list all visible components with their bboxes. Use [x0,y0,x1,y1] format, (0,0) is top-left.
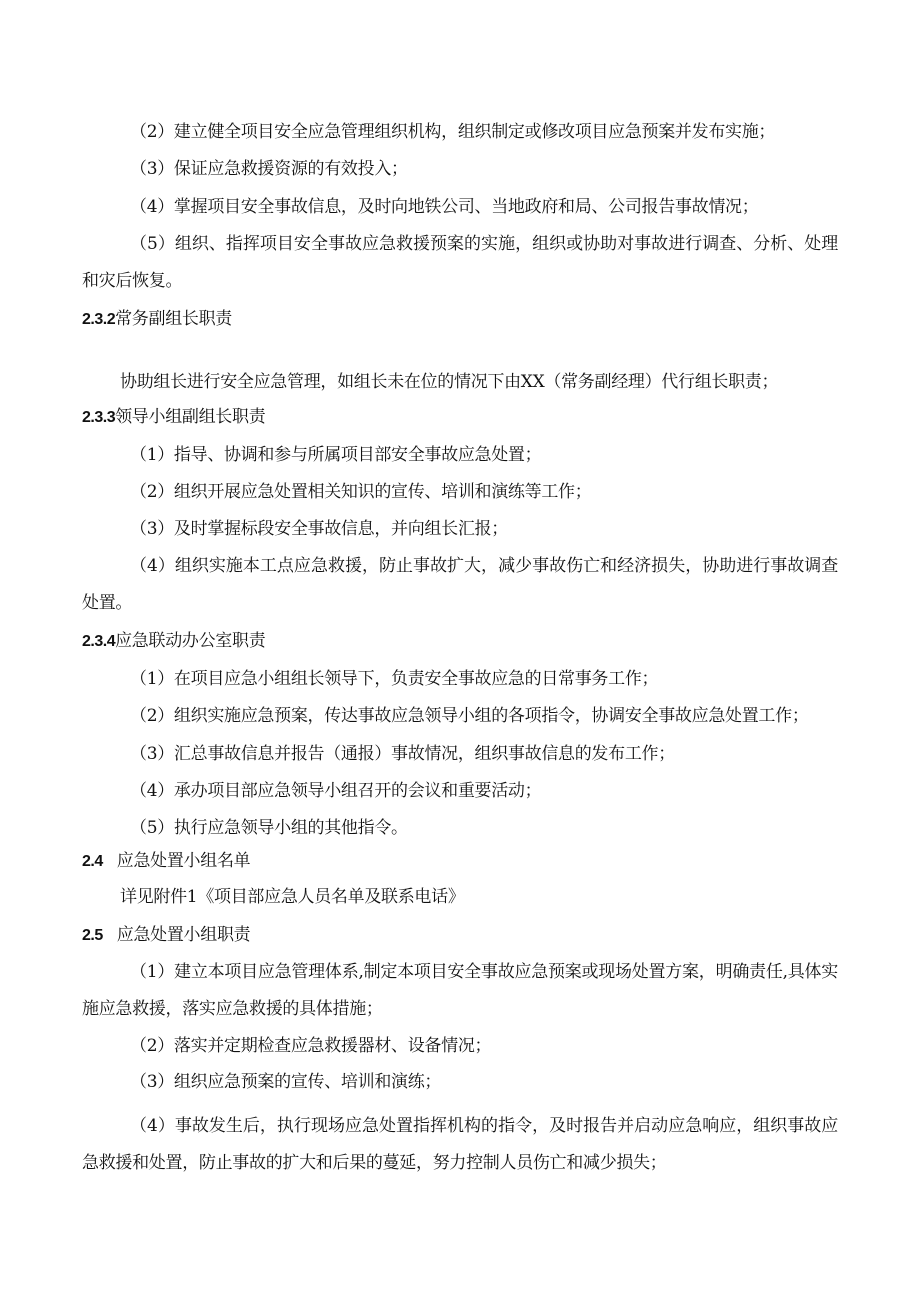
section-title: 应急处置小组名单 [116,851,251,871]
paragraph: （5）执行应急领导小组的其他指令。 [130,818,408,838]
paragraph: （1）在项目应急小组组长领导下，负责安全事故应急的日常事务工作； [130,669,659,689]
paragraph: （4）承办项目部应急领导小组召开的会议和重要活动； [130,781,542,801]
paragraph: （3）保证应急救援资源的有效投入； [130,159,408,179]
paragraph: （2）建立健全项目安全应急管理组织机构，组织制定或修改项目应急预案并发布实施； [130,122,776,142]
paragraph: 详见附件1《项目部应急人员名单及联系电话》 [120,887,465,907]
paragraph: （1）指导、协调和参与所属项目部安全事故应急处置； [130,445,542,465]
paragraph: （3）组织应急预案的宣传、培训和演练； [130,1072,442,1092]
paragraph: （4）掌握项目安全事故信息，及时向地铁公司、当地政府和局、公司报告事故情况； [130,197,759,217]
section-title: 领导小组副组长职责 [115,407,266,427]
section-number: 2.3.4 [82,633,116,650]
paragraph: （2）落实并定期检查应急救援器材、设备情况； [130,1036,492,1056]
paragraph: （2）组织实施应急预案，传达事故应急领导小组的各项指令，协调安全事故应急处置工作； [130,706,809,726]
section-title: 应急处置小组职责 [116,925,251,945]
section-number: 2.5 [82,927,103,944]
section-number: 2.4 [82,853,103,870]
section-heading [82,917,838,954]
section-title: 应急联动办公室职责 [115,631,266,651]
paragraph: （4）事故发生后，执行现场应急处置指挥机构的指令，及时报告并启动应急响应，组织事故应急救援和处置，防止事故的扩大和后果的蔓延，努力控制人员伤亡和减少损失； [82,1116,838,1173]
section-heading [82,623,838,660]
paragraph: （3）及时掌握标段安全事故信息，并向组长汇报； [130,519,508,539]
paragraph: （2）组织开展应急处置相关知识的宣传、培训和演练等工作； [130,482,592,502]
paragraph: （5）组织、指挥项目安全事故应急救援预案的实施，组织或协助对事故进行调查、分析、处理和灾后恢复。 [82,234,838,291]
paragraph: （3）汇总事故信息并报告（通报）事故情况，组织事故信息的发布工作； [130,744,675,764]
paragraph: （4）组织实施本工点应急救援，防止事故扩大，减少事故伤亡和经济损失，协助进行事故调查处置。 [82,556,838,613]
paragraph: （1）建立本项目应急管理体系,制定本项目安全事故应急预案或现场处置方案，明确责任,具体实施应急救援，落实应急救援的具体措施； [82,962,838,1019]
section-heading [82,843,838,880]
section-number: 2.3.3 [82,409,116,426]
section-number: 2.3.2 [82,311,116,328]
section-title: 常务副组长职责 [115,309,232,329]
section-heading [82,399,838,436]
section-heading [82,301,838,338]
paragraph: 协助组长进行安全应急管理，如组长未在位的情况下由XX（常务副经理）代行组长职责； [120,372,779,392]
